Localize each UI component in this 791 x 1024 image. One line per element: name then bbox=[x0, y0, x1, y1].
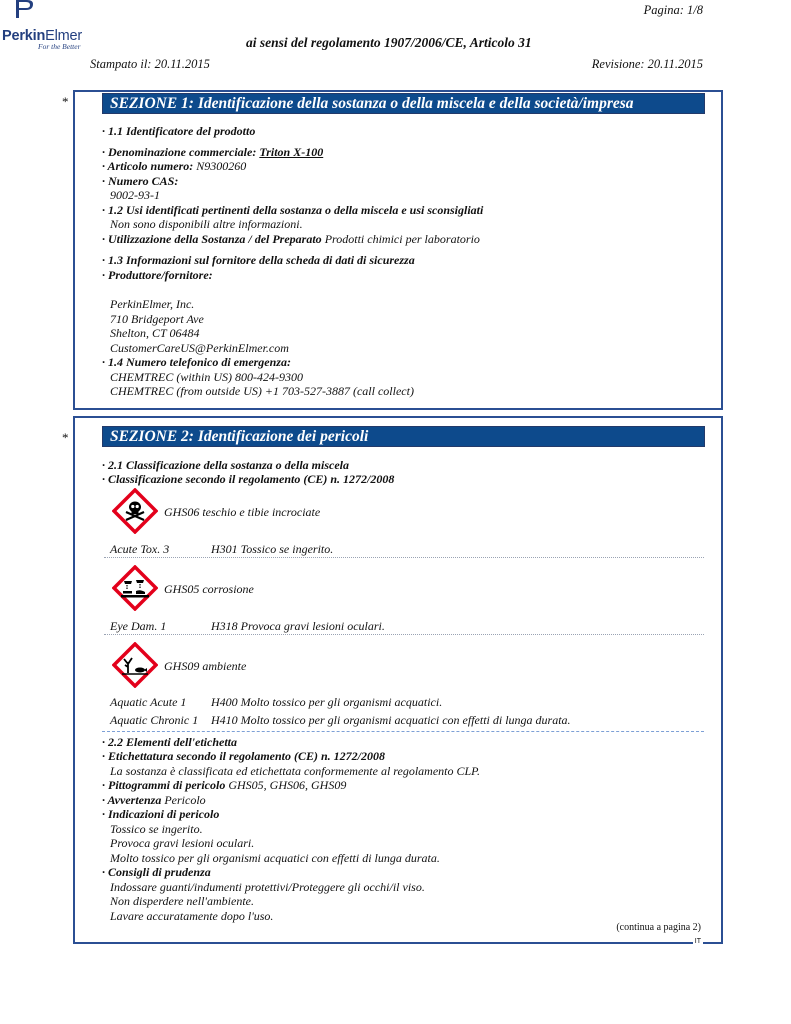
address-line: PerkinElmer, Inc. bbox=[110, 297, 195, 311]
signal-word-line: · Avvertenza Pericolo bbox=[102, 793, 206, 807]
ghs09-label: GHS09 ambiente bbox=[164, 659, 247, 673]
skull-crossbones-icon bbox=[112, 488, 158, 534]
s11-heading: · 1.1 Identificatore del prodotto bbox=[102, 124, 256, 138]
producer-label: · Produttore/fornitore: bbox=[102, 268, 213, 282]
section1-title: SEZIONE 1: Identificazione della sostanza o della miscela e della società/impresa bbox=[102, 93, 705, 114]
usage: · Utilizzazione della Sostanza / del Preparato Prodotti chimici per laboratorio bbox=[102, 232, 480, 246]
precaution-statement: Lavare accuratamente dopo l'uso. bbox=[110, 909, 274, 923]
ghs05-label: GHS05 corrosione bbox=[164, 582, 254, 596]
ghs06-label: GHS06 teschio e tibie incrociate bbox=[164, 505, 321, 519]
revision-marker: * bbox=[62, 430, 69, 445]
s14-heading: · 1.4 Numero telefonico di emergenza: bbox=[102, 355, 291, 369]
regulation-title: ai sensi del regolamento 1907/2006/CE, Articolo 31 bbox=[246, 35, 532, 50]
s12-heading: · 1.2 Usi identificati pertinenti della sostanza o della miscela e usi sconsigliati bbox=[102, 203, 484, 217]
address-line: 710 Bridgeport Ave bbox=[110, 312, 204, 326]
hazard-statement: Tossico se ingerito. bbox=[110, 822, 203, 836]
cas-label: · Numero CAS: bbox=[102, 174, 179, 188]
page-number: Pagina: 1/8 bbox=[643, 3, 703, 17]
clp-classification-label: · Classificazione secondo il regolamento (CE) n. 1272/2008 bbox=[102, 472, 395, 486]
dashed-separator bbox=[102, 731, 704, 732]
dotted-separator bbox=[104, 557, 704, 558]
environment-icon bbox=[112, 642, 158, 688]
phone-line: CHEMTREC (from outside US) +1 703-527-3887 (call collect) bbox=[110, 384, 414, 398]
trade-name: · Denominazione commerciale: Triton X-100 bbox=[102, 145, 324, 159]
precaution-statement: Non disperdere nell'ambiente. bbox=[110, 894, 254, 908]
dotted-separator bbox=[104, 634, 704, 635]
article-number: · Articolo numero: N9300260 bbox=[102, 159, 247, 173]
pictograms-line: · Pittogrammi di pericolo GHS05, GHS06, GHS09 bbox=[102, 778, 347, 792]
phone-line: CHEMTREC (within US) 800-424-9300 bbox=[110, 370, 303, 384]
cas-value: 9002-93-1 bbox=[110, 188, 160, 202]
precaution-statement: Indossare guanti/indumenti protettivi/Proteggere gli occhi/il viso. bbox=[110, 880, 425, 894]
section2-title: SEZIONE 2: Identificazione dei pericoli bbox=[102, 426, 705, 447]
continued-note: (continua a pagina 2) bbox=[616, 922, 701, 933]
label-clp-heading: · Etichettatura secondo il regolamento (CE) n. 1272/2008 bbox=[102, 749, 386, 763]
email-line: CustomerCareUS@PerkinElmer.com bbox=[110, 341, 289, 355]
corrosion-icon bbox=[112, 565, 158, 611]
s22-heading: · 2.2 Elementi dell'etichetta bbox=[102, 735, 237, 749]
revision-marker: * bbox=[62, 94, 69, 109]
logo-tagline: For the Better bbox=[38, 42, 81, 51]
language-code: IT bbox=[694, 938, 701, 945]
revision-date: Revisione: 20.11.2015 bbox=[591, 57, 703, 71]
precautions-label: · Consigli di prudenza bbox=[102, 865, 211, 879]
s21-heading: · 2.1 Classificazione della sostanza o della miscela bbox=[102, 458, 350, 472]
hazard-statements-label: · Indicazioni di pericolo bbox=[102, 807, 220, 821]
no-info-text: Non sono disponibili altre informazioni. bbox=[110, 217, 303, 231]
hazard-statement: Molto tossico per gli organismi acquatici con effetti di lunga durata. bbox=[110, 851, 440, 865]
label-clp-text: La sostanza è classificata ed etichettata conformemente al regolamento CLP. bbox=[110, 764, 480, 778]
printed-date: Stampato il: 20.11.2015 bbox=[90, 57, 210, 71]
hazard-statement: Provoca gravi lesioni oculari. bbox=[110, 836, 255, 850]
address-line: Shelton, CT 06484 bbox=[110, 326, 200, 340]
s13-heading: · 1.3 Informazioni sul fornitore della scheda di dati di sicurezza bbox=[102, 253, 415, 267]
logo-wordmark: PerkinElmer bbox=[2, 28, 83, 44]
